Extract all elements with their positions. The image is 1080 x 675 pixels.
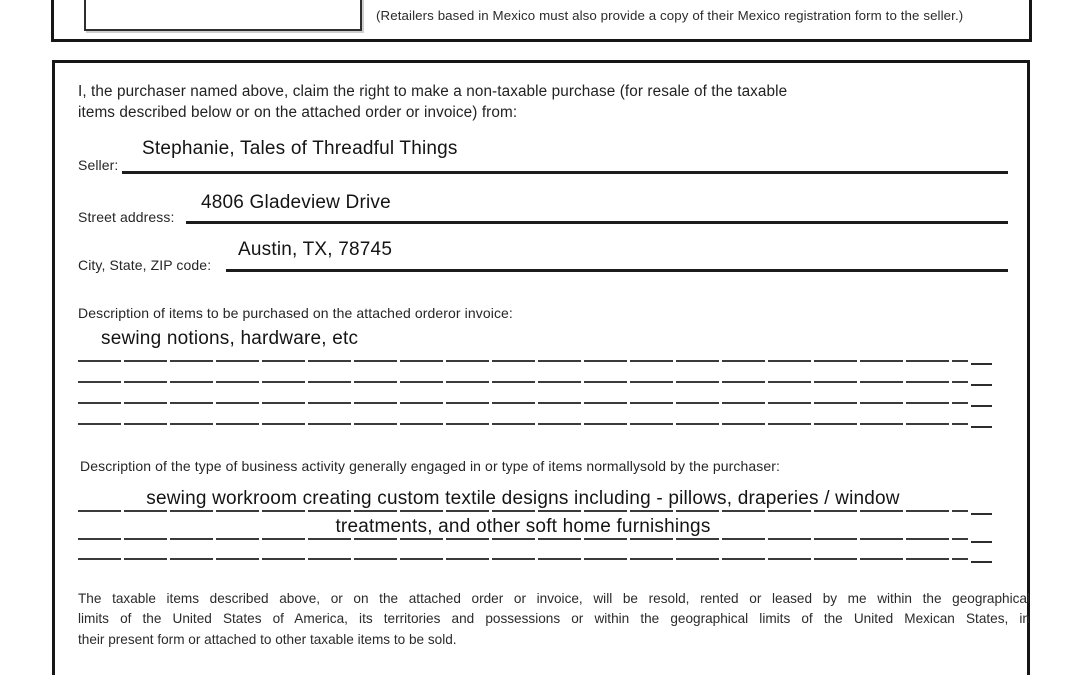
certificate-body-section bbox=[52, 60, 1030, 675]
business-activity-value-line-2[interactable]: treatments, and other soft home furnishings bbox=[335, 516, 711, 537]
affirmation-line-1: The taxable items described above, or on the attached order or invoice, will be resold, rented or leased by me within the geographical bbox=[78, 591, 1030, 606]
affirmation-line-2: limits of the United States of America, its territories and possessions or within the geographical limits of the United Mexican States, in bbox=[78, 611, 1030, 627]
items-write-in-line-1[interactable] bbox=[78, 360, 968, 362]
items-write-in-line-3[interactable] bbox=[78, 402, 968, 404]
seller-underline bbox=[122, 171, 1008, 174]
items-write-in-line-2[interactable] bbox=[78, 381, 968, 383]
items-write-in-line-4-end-dash bbox=[971, 426, 992, 428]
city-state-zip-label: City, State, ZIP code: bbox=[78, 257, 212, 273]
items-write-in-line-3-end-dash bbox=[971, 405, 992, 407]
street-address-label: Street address: bbox=[78, 209, 175, 225]
resale-affirmation-paragraph bbox=[78, 589, 1030, 650]
items-description-value-field[interactable]: sewing notions, hardware, etc bbox=[101, 328, 359, 349]
business-write-in-line-3-end-dash bbox=[971, 561, 992, 563]
items-description-label: Description of items to be purchased on the attached orderor invoice: bbox=[78, 305, 513, 321]
business-write-in-line-3[interactable] bbox=[78, 558, 968, 560]
items-write-in-line-2-end-dash bbox=[971, 384, 992, 386]
business-write-in-line-1-end-dash bbox=[971, 513, 992, 515]
affirmation-line-3: their present form or attached to other taxable items to be sold. bbox=[78, 631, 457, 647]
seller-value-field[interactable]: Stephanie, Tales of Threadful Things bbox=[142, 138, 458, 159]
business-write-in-line-1[interactable] bbox=[78, 510, 968, 512]
business-write-in-line-2-end-dash bbox=[971, 541, 992, 543]
business-activity-value-line-1[interactable]: sewing workroom creating custom textile designs including - pillows, draperies / window bbox=[146, 488, 900, 509]
seller-label: Seller: bbox=[78, 157, 119, 173]
mexico-registration-section bbox=[51, 0, 1032, 42]
claim-statement-line-1: I, the purchaser named above, claim the right to make a non-taxable purchase (for resale of the taxable bbox=[78, 83, 788, 100]
purchaser-claim-statement bbox=[78, 82, 787, 123]
claim-statement-line-2: items described below or on the attached order or invoice) from: bbox=[78, 103, 518, 121]
items-write-in-line-1-end-dash bbox=[971, 363, 992, 365]
mexico-retailers-note: (Retailers based in Mexico must also provide a copy of their Mexico registration form to the seller.) bbox=[376, 8, 964, 23]
items-write-in-line-4[interactable] bbox=[78, 423, 968, 425]
business-activity-label: Description of the type of business activity generally engaged in or type of items normallysold by the purchaser: bbox=[80, 458, 780, 474]
city-state-zip-value-field[interactable]: Austin, TX, 78745 bbox=[238, 239, 393, 260]
street-address-underline bbox=[186, 221, 1008, 224]
city-state-zip-underline bbox=[226, 269, 1008, 272]
street-address-value-field[interactable]: 4806 Gladeview Drive bbox=[201, 192, 391, 213]
mexico-registration-number-input[interactable] bbox=[84, 0, 362, 31]
business-write-in-line-2[interactable] bbox=[78, 538, 968, 540]
